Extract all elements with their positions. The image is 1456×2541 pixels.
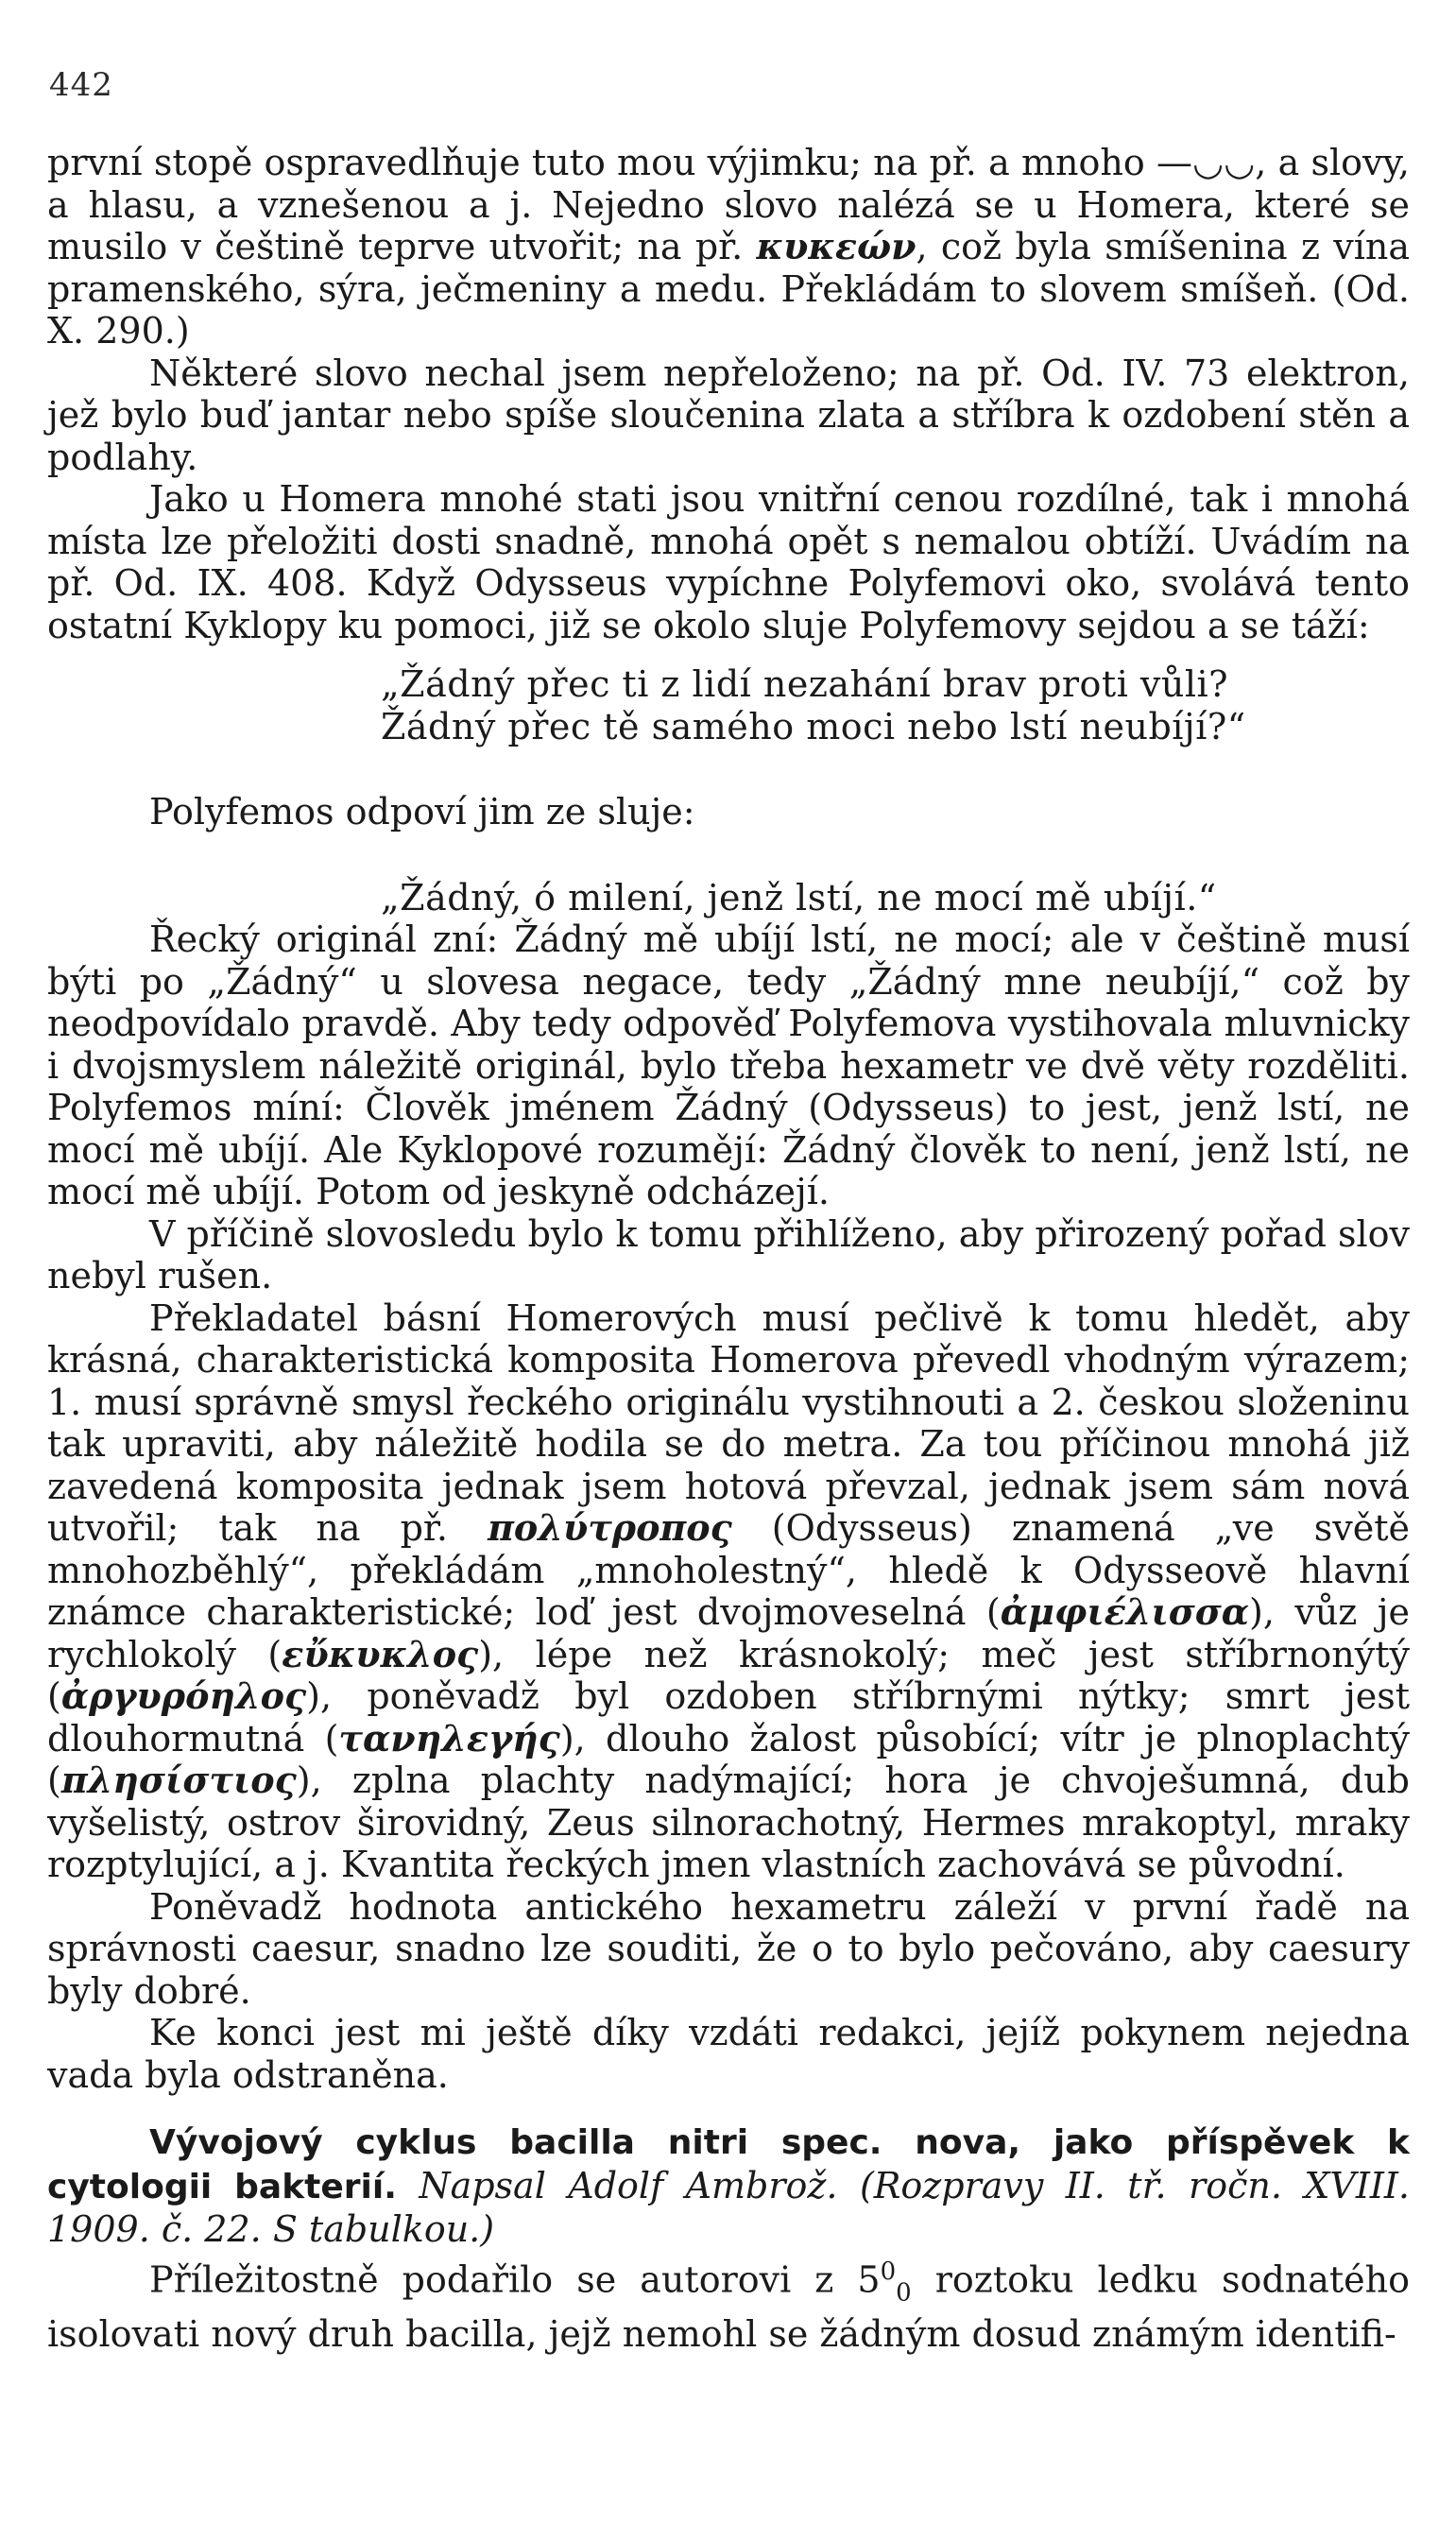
greek-word: πολύτροπος [488,1506,732,1549]
greek-word: εὔκυκλος [282,1632,479,1675]
greek-word: ἀμφιέλισσα [1000,1590,1250,1633]
review-source: (Rozpravy II. tř. ročn. XVIII. 1909. č. 22. S tabulkou.) [47,2164,1410,2250]
verse-line: „Žádný, ó milení, jenž lstí, ne mocí mě ubíjí.“ [381,876,1217,919]
verse-line: „Žádný přec ti z lidí nezahání brav proti vůli? [381,663,1229,705]
greek-word: τανηλεγής [338,1716,560,1760]
paragraph-3: Polyfemos odpoví jim ze sluje: [149,791,695,833]
body-text [47,142,1410,2356]
review-author: Napsal Adolf Ambrož. [419,2164,838,2206]
paragraph-1: Některé slovo nechal jsem nepřeloženo; na př. Od. IV. 73 elektron, jež bylo buď jantar nebo spíše sloučenina zlata a stříbra k ozdobení stěn a podlahy. [47,352,1410,478]
paragraph-2: Jako u Homera mnohé stati jsou vnitřní cenou rozdílné, tak i mnohá místa lze přeložiti dosti snadně, mnohá opět s nemalou obtíží. Uvádím na př. Od. IX. 408. Když Odysseus vypíchne Polyfemovi oko, svolává tento ostatní Kyklopy ku pomoci, již se okolo sluje Polyfemovy sejdou a se táží: [47,478,1410,646]
review-heading [47,2120,1410,2251]
paragraph-8: Ke konci jest mi ještě díky vzdáti redakci, jejíž pokynem nejedna vada byla odstraněna. [47,2012,1410,2096]
paragraph-6: Překladatel básní Homerových musí pečlivě k tomu hledět, aby krásná, charakteristická komposita Homerova převedl vhodným výrazem; 1. musí správně smysl řeckého originálu vystihnouti a 2. českou složeninu tak upraviti, aby náležitě hodila se do metra. Za tou příčinou mnohá již zavedená komposita jednak jsem hotová převzal, jednak jsem sám nová utvořil; tak na př. πολύτροπος (Odysseus) znamená „ve světě mnohozběhlý“, překládám „mnoholestný“, hledě k Odysseově hlavní známce charakteristické; loď jest dvojmoveselná (ἀμφιέλισσα), vůz je rychlokolý (εὔκυκλος), lépe než krásnokolý; meč jest stříbrnonýtý (ἀργυρόηλος), poněvadž byl ozdoben stříbrnými nýtky; smrt jest dlouhormutná (τανηλεγής), dlouho žalost působící; vítr je plnoplachtý (πλησίστιος), zplna plachty nadýmající; hora je chvoješumná, dub vyšelistý, ostrov širovidný, Zeus silnorachotný, Hermes mrakoptyl, mraky rozptylující, a j. Kvantita řeckých jmen vlastních zachovává se původní. [47,1296,1411,1885]
paragraph-7: Poněvadž hodnota antického hexametru záleží v první řadě na správnosti caesur, snadno lze souditi, že o to bylo pečováno, aby caesury byly dobré. [47,1885,1410,2012]
paragraph-5: V příčině slovosledu bylo k tomu přihlíženo, aby přirozený pořad slov nebyl rušen. [47,1212,1410,1296]
verse-line: Žádný přec tě samého moci nebo lstí neubíjí?“ [381,705,1246,747]
page-number: 442 [49,66,113,104]
greek-word: κυκεών [756,225,916,267]
paragraph-4: Řecký originál zní: Žádný mě ubíjí lstí, ne mocí; ale v češtině musí býti po „Žádný“ u slovesa negace, tedy „Žádný mne neubíjí,“ což by neodpovídalo pravdě. Aby tedy odpověď Polyfemova vystihovala mluvnicky i dvojsmyslem náležitě originál, bylo třeba hexametr ve dvě věty rozděliti. Polyfemos míní: Člověk jménem Žádný (Odysseus) to jest, jenž lstí, ne mocí mě ubíjí. Ale Kyklopové rozumějí: Žádný člověk to není, jenž lstí, ne mocí mě ubíjí. Potom od jeskyně odcházejí. [47,919,1410,1212]
greek-word: ἀργυρόηλος [60,1674,307,1717]
greek-word: πλησίστιος [60,1759,297,1801]
review-body: Příležitostně podařilo se autorovi z $5^0_0$ roztoku ledku sodnatého isolovati nový druh bacilla, jejž nemohl se žádným dosud známým identifi- [47,2257,1411,2356]
paragraph-0: první stopě ospravedlňuje tuto mou výjimku; na př. a mnoho —◡◡, a slovy, a hlasu, a vznešenou a j. Nejedno slovo nalézá se u Homera, které se musilo v češtině teprve utvořit; na př. κυκεών, což byla smíšenina z vína pramenského, sýra, ječmeniny a medu. Překládám to slovem smíšeň. (Od. X. 290.) [47,142,1410,352]
review-title: Vývojový cyklus bacilla nitri spec. nova, jako příspěvek k cytologii bakterií. [47,2123,1410,2206]
